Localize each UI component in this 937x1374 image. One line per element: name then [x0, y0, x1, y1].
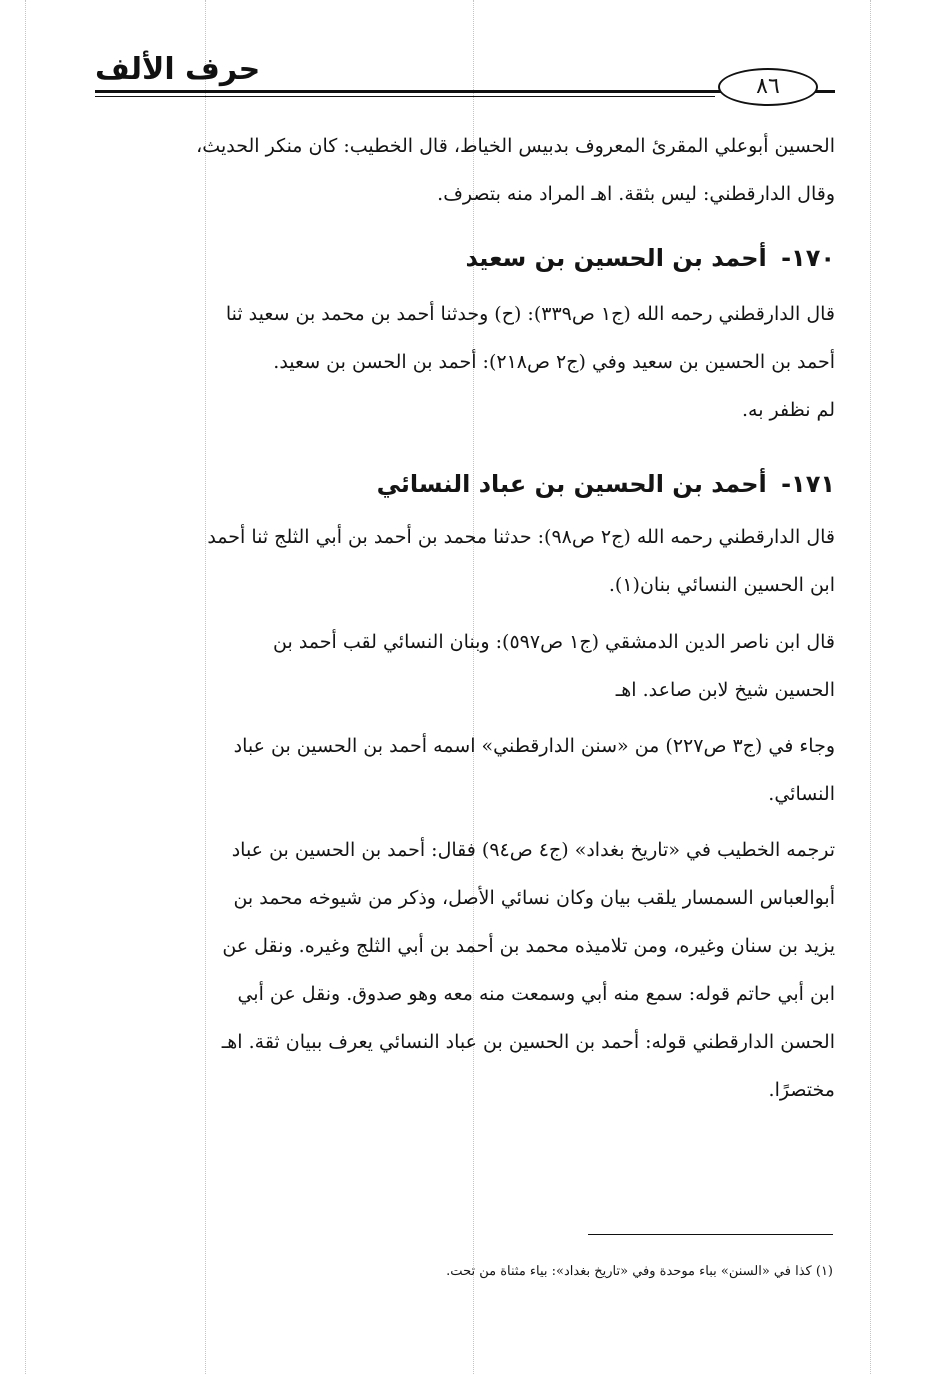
paragraph [100, 122, 835, 218]
text-line: النسائي. [768, 783, 835, 805]
paragraph [100, 290, 835, 434]
entry-name: أحمد بن الحسين بن عباد النسائي [376, 470, 767, 498]
chapter-title: حرف الألف [95, 52, 261, 87]
entry-number: ١٧٠- [781, 244, 835, 272]
text-line: ترجمه الخطيب في «تاريخ بغداد» (ج٤ ص٩٤) فقال: أحمد بن الحسين بن عباد [231, 839, 835, 861]
text-line: أحمد بن الحسين بن سعيد وفي (ج٢ ص٢١٨): أحمد بن الحسن بن سعيد. [273, 351, 835, 373]
page-header [95, 50, 835, 102]
paragraph [100, 722, 835, 818]
header-rule-thin [95, 96, 715, 97]
text-line: الحسين أبوعلي المقرئ المعروف بدبيس الخياط، قال الخطيب: كان منكر الحديث، [196, 135, 835, 157]
page-number: ٨٦ [718, 68, 818, 106]
text-line: يزيد بن سنان وغيره، ومن تلاميذه محمد بن أحمد بن أبي الثلج وغيره. ونقل عن [222, 935, 835, 957]
text-line: وقال الدارقطني: ليس بثقة. اهـ المراد منه بتصرف. [437, 183, 835, 205]
paragraph [100, 618, 835, 714]
text-line: ابن الحسين النسائي بنان(١). [608, 574, 835, 596]
text-line: ابن أبي حاتم قوله: سمع منه أبي وسمعت منه معه وهو صدوق. ونقل عن أبي [237, 983, 835, 1005]
text-line: قال ابن ناصر الدين الدمشقي (ج١ ص٥٩٧): وبنان النسائي لقب أحمد بن [273, 631, 835, 653]
paragraph [100, 513, 835, 609]
text-line: أبوالعباس السمسار يلقب بيان وكان نسائي الأصل، وذكر من شيوخه محمد بن [233, 887, 835, 909]
entry-number: ١٧١- [781, 470, 835, 498]
text-line: وجاء في (ج٣ ص٢٢٧) من «سنن الدارقطني» اسمه أحمد بن الحسين بن عباد [233, 735, 835, 757]
text-line: الحسن الدارقطني قوله: أحمد بن الحسين بن عباد النسائي يعرف ببيان ثقة. اهـ [221, 1031, 835, 1053]
entry-heading-170 [100, 238, 835, 278]
text-line: مختصرًا. [768, 1079, 835, 1101]
footnote: (١) كذا في «السنن» بباء موحدة وفي «تاريخ بغداد»: بياء مثناة من تحت. [446, 1264, 833, 1279]
text-line: قال الدارقطني رحمه الله (ج١ ص٣٣٩): (ح) وحدثنا أحمد بن محمد بن سعيد ثنا [225, 303, 835, 325]
text-line: لم نظفر به. [742, 399, 835, 421]
scan-guide-line [25, 0, 26, 1374]
text-line: الحسين شيخ لابن صاعد. اهـ [615, 679, 835, 701]
entry-heading-171 [100, 464, 835, 504]
footnote-separator [588, 1234, 833, 1235]
text-line: قال الدارقطني رحمه الله (ج٢ ص٩٨): حدثنا محمد بن أحمد بن أبي الثلج ثنا أحمد [207, 526, 835, 548]
scan-guide-line [870, 0, 871, 1374]
entry-name: أحمد بن الحسين بن سعيد [465, 244, 767, 272]
paragraph [100, 826, 835, 1114]
